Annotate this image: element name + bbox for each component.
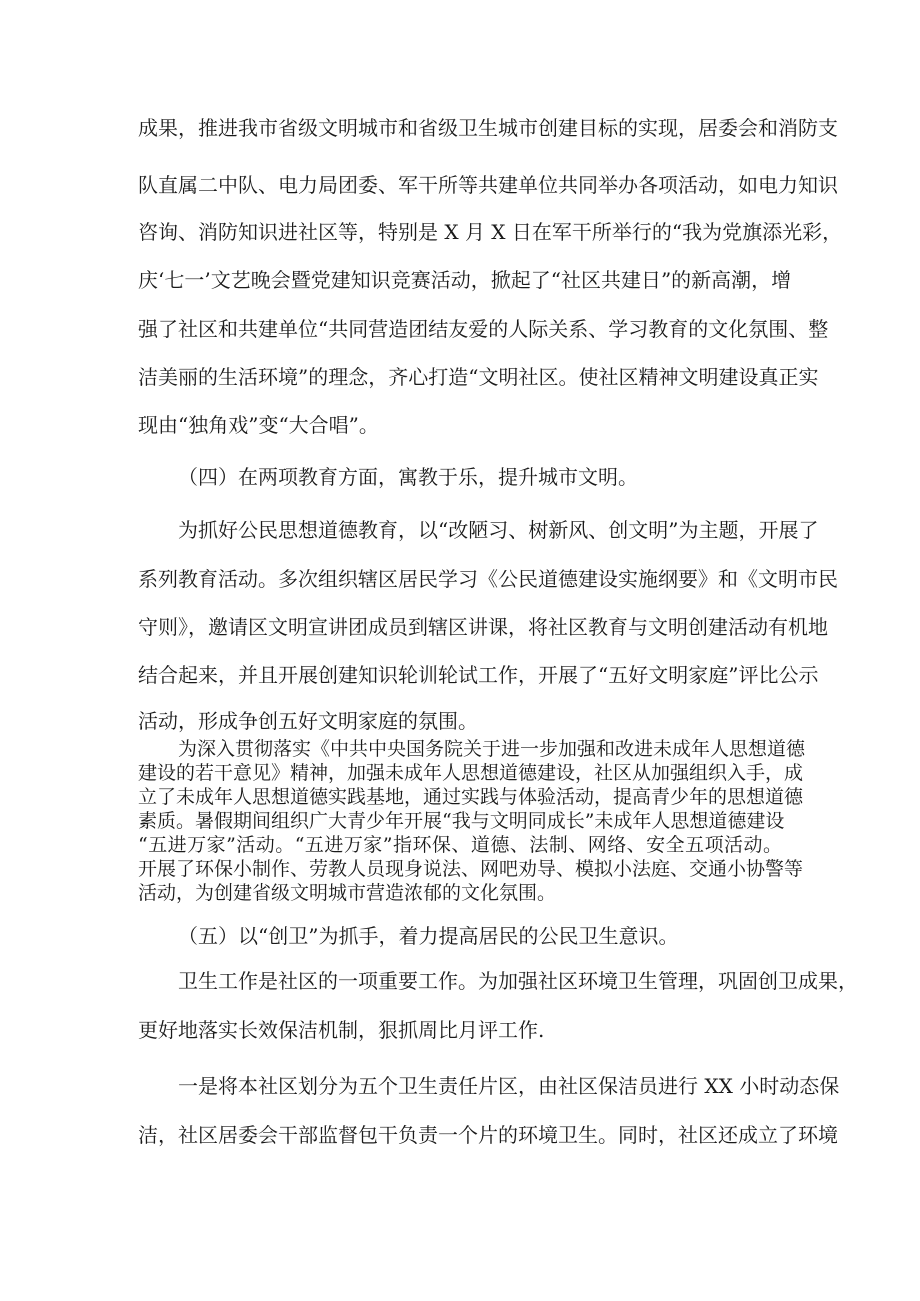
text-line: 为深入贯彻落实《中共中央国务院关于进一步加强和改进未成年人思想道德 (178, 738, 806, 760)
text-line: 现由“独角戏”变“大合唱”。 (138, 413, 379, 437)
text-line: 建设的若干意见》精神，加强未成年人思想道德建设，社区从加强组织入手，成 (138, 762, 804, 784)
text-line: 立了未成年人思想道德实践基地，通过实践与体验活动，提高青少年的思想道德 (138, 786, 804, 808)
text-line: 为抓好公民思想道德教育，以“改陋习、树新风、创文明”为主题，开展了 (178, 518, 819, 542)
text-line: 卫生工作是社区的一项重要工作。为加强社区环境卫生管理，巩固创卫成果， (178, 969, 858, 993)
text-line: 队直属二中队、电力局团委、军干所等共建单位共同举办各项活动，如电力知识 (138, 173, 838, 197)
text-line: 更好地落实长效保洁机制，狠抓周比月评工作. (138, 1018, 545, 1042)
text-line: 一是将本社区划分为五个卫生责任片区，由社区保洁员进行 XX 小时动态保 (178, 1074, 840, 1098)
text-line: 洁美丽的生活环境”的理念，齐心打造“文明社区。使社区精神文明建设真正实 (138, 365, 819, 389)
text-line: 咨询、消防知识进社区等，特别是 X 月 X 日在军干所举行的“我为党旗添光彩， (138, 220, 843, 244)
text-line: 系列教育活动。多次组织辖区居民学习《公民道德建设实施纲要》和《文明市民 (138, 567, 838, 591)
text-line: 开展了环保小制作、劳教人员现身说法、网吧劝导、模拟小法庭、交通小协警等 (138, 858, 804, 880)
text-line: “五进万家”活动。“五进万家”指环保、道德、法制、网络、安全五项活动。 (138, 834, 782, 856)
text-line: 活动，形成争创五好文明家庭的氛围。 (138, 709, 478, 733)
text-line: 活动，为创建省级文明城市营造浓郁的文化氛围。 (138, 882, 557, 904)
text-line: 守则》，邀请区文明宣讲团成员到辖区讲课，将社区教育与文明创建活动有机地 (138, 615, 828, 639)
text-line: 素质。暑假期间组织广大青少年开展“我与文明同成长”未成年人思想道德建设 (138, 810, 785, 832)
text-line: 洁，社区居委会干部监督包干负责一个片的环境卫生。同时，社区还成立了环境 (138, 1123, 838, 1147)
text-line: 结合起来，并且开展创建知识轮训轮试工作，开展了“五好文明家庭”评比公示 (138, 663, 819, 687)
text-line: 庆‘七一’文艺晚会暨党建知识竞赛活动，掀起了“社区共建日”的新高潮，增 (138, 268, 792, 292)
section-heading-5: （五）以“创卫”为抓手，着力提高居民的公民卫生意识。 (178, 924, 679, 948)
text-line: 成果，推进我市省级文明城市和省级卫生城市创建目标的实现，居委会和消防支 (138, 116, 838, 140)
text-line: 强了社区和共建单位“共同营造团结友爱的人际关系、学习教育的文化氛围、整 (138, 317, 829, 341)
section-heading-4: （四）在两项教育方面，寓教于乐，提升城市文明。 (178, 465, 638, 489)
